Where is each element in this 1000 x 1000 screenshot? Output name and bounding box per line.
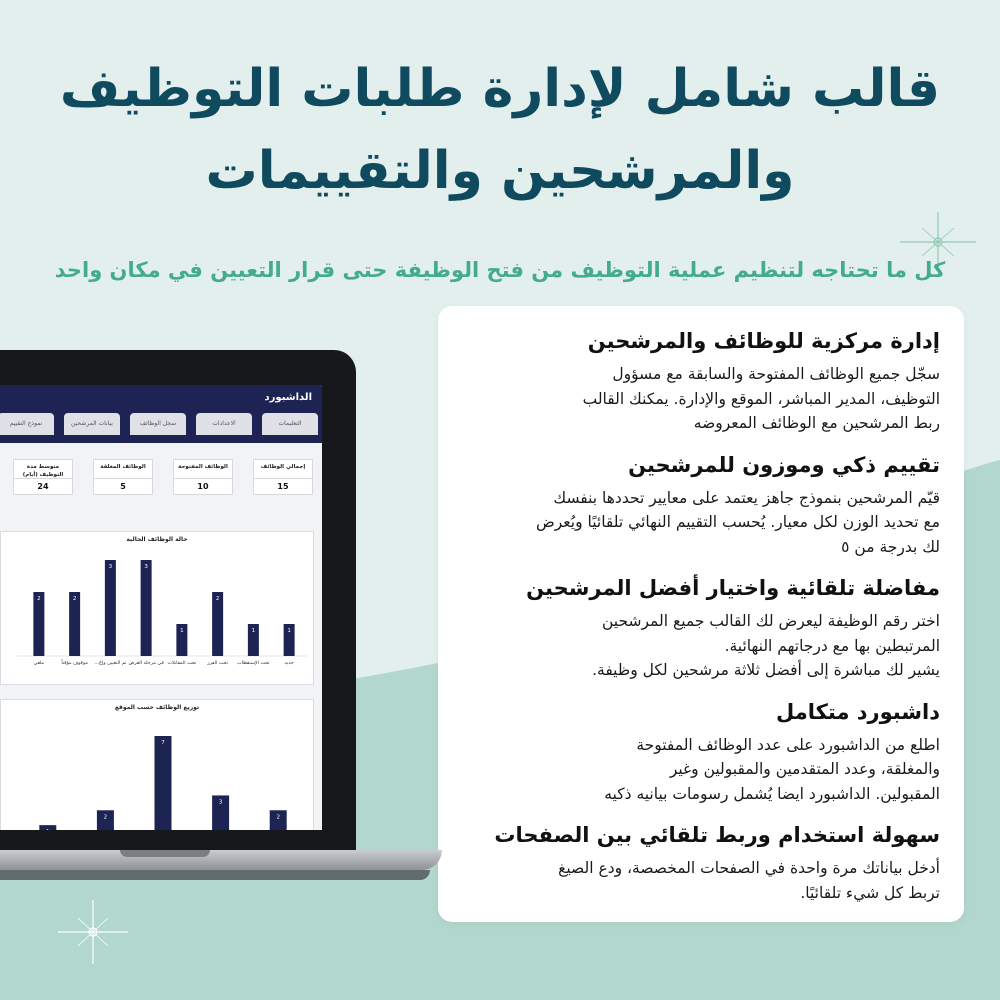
chart-data-label: 1	[180, 628, 184, 634]
feature-item	[458, 326, 940, 436]
kpi-value: 5	[94, 478, 152, 494]
feature-heading: تقييم ذكي وموزون للمرشحين	[628, 452, 940, 477]
feature-heading: سهولة استخدام وربط تلقائي بين الصفحات	[494, 823, 940, 847]
feature-item	[458, 697, 940, 807]
chart-tick-label: تحت الفرز	[207, 661, 229, 666]
chart-data-label: 3	[144, 564, 148, 570]
kpi-value: 24	[14, 478, 72, 494]
dashboard-tabs	[0, 411, 322, 447]
kpi-label: الوظائف المغلقة	[100, 464, 146, 470]
chart-location	[0, 699, 314, 830]
chart-tick-label: تحت الإستقطاب	[237, 661, 270, 666]
feature-heading: إدارة مركزية للوظائف والمرشحين	[587, 329, 940, 353]
feature-item	[458, 450, 940, 560]
chart-data-label	[46, 829, 50, 830]
chart-tick-label: جديد	[284, 661, 294, 666]
laptop-mockup	[0, 350, 445, 890]
kpi-card	[93, 459, 153, 495]
features-card	[438, 306, 964, 922]
chart-data-label: 2	[215, 596, 220, 602]
tab-jobs-log[interactable]: سجل الوظائف	[130, 413, 186, 435]
page-title: قالب شامل لإدارة طلبات التوظيف والمرشحين والتقييمات	[59, 59, 941, 201]
chart-title: توزيع الوظائف حسب الموقع	[114, 704, 200, 711]
chart-tick-label: تحت المقابلات	[167, 661, 197, 666]
chart-tick-label: موقوف مؤقتاً	[61, 661, 88, 666]
feature-body: اختر رقم الوظيفة ليعرض لك القالب جميع المرشحين المرتبطين بها مع درجاتهم النهائية. يشير لك مباشرة إلى أفضل ثلاثة مرشحين لكل وظيفة.	[592, 612, 940, 679]
chart-data-label: 3	[218, 799, 223, 806]
dashboard-title: الداشبورد	[0, 385, 322, 411]
kpi-label: متوسط مدة التوظيف (أيام)	[22, 464, 64, 478]
dashboard-screen	[0, 385, 322, 830]
sparkle-icon	[58, 900, 128, 964]
feature-heading: مفاضلة تلقائية واختيار أفضل المرشحين	[526, 576, 940, 600]
chart-data-label: 2	[276, 814, 280, 821]
laptop-base-shadow	[0, 870, 430, 880]
chart-tick-label: في مرحلة العرض	[128, 661, 164, 666]
laptop-notch	[120, 850, 210, 857]
feature-body: سجّل جميع الوظائف المفتوحة والسابقة مع مسؤول التوظيف، المدير المباشر، الموقع والإدارة. يمكنك القالب ربط المرشحين مع الوظائف المعروضه	[582, 365, 940, 432]
tab-settings[interactable]: الاعدادات	[196, 413, 252, 435]
laptop-base	[0, 850, 442, 870]
chart-tick-label: ملغي	[33, 661, 45, 666]
chart-data-label: 2	[37, 596, 41, 602]
feature-item	[458, 820, 940, 905]
tab-candidates[interactable]: بيانات المرشحين	[64, 413, 120, 435]
kpi-value: 15	[254, 478, 312, 494]
chart-title: حالة الوظائف الحالية	[126, 536, 188, 543]
tab-evaluation-form[interactable]: نموذج التقييم	[0, 413, 54, 435]
page-subtitle: كل ما تحتاجه لتنظيم عملية التوظيف من فتح الوظيفة حتى قرار التعيين في مكان واحد	[54, 258, 946, 282]
chart-data-label: 7	[161, 740, 165, 746]
chart-data-label: 2	[72, 596, 77, 602]
feature-body: أدخل بياناتك مرة واحدة في الصفحات المخصصة، ودع الصيغ تربط كل شيء تلقائيًا.	[558, 859, 940, 902]
chart-data-label: 1	[251, 628, 256, 634]
chart-job-status-svg	[1, 544, 315, 684]
chart-bar	[155, 736, 172, 830]
feature-body: قيّم المرشحين بنموذج جاهز يعتمد على معايير تحددها بنفسك مع تحديد الوزن لكل معيار. يُحسب التقييم النهائي تلقائيًا ويُعرض لك بدرجة من ٥	[536, 488, 940, 556]
kpi-row	[0, 447, 322, 495]
tab-instructions[interactable]: التعليمات	[262, 413, 318, 435]
kpi-value: 10	[174, 478, 232, 494]
chart-data-label: 3	[108, 564, 113, 570]
chart-bar	[141, 560, 152, 656]
kpi-card	[173, 459, 233, 495]
chart-bar	[105, 560, 116, 656]
chart-job-status	[0, 531, 314, 685]
feature-heading: داشبورد متكامل	[776, 699, 940, 724]
feature-item	[458, 573, 940, 683]
chart-location-svg	[1, 712, 315, 830]
chart-data-label: 2	[103, 814, 108, 821]
chart-data-label: 1	[287, 628, 291, 634]
chart-tick-label: تم التعيين وإغ…	[94, 661, 127, 666]
kpi-label: الوظائف المفتوحة	[178, 464, 228, 470]
kpi-card	[13, 459, 73, 495]
feature-body: اطلع من الداشبورد على عدد الوظائف المفتوحة والمغلقة، وعدد المتقدمين والمقبولين وغير المقبولين. الداشبورد ايضا يُشمل رسومات بيانيه ذكيه	[604, 735, 940, 803]
kpi-label: إجمالي الوظائف	[260, 464, 306, 470]
kpi-card	[253, 459, 313, 495]
